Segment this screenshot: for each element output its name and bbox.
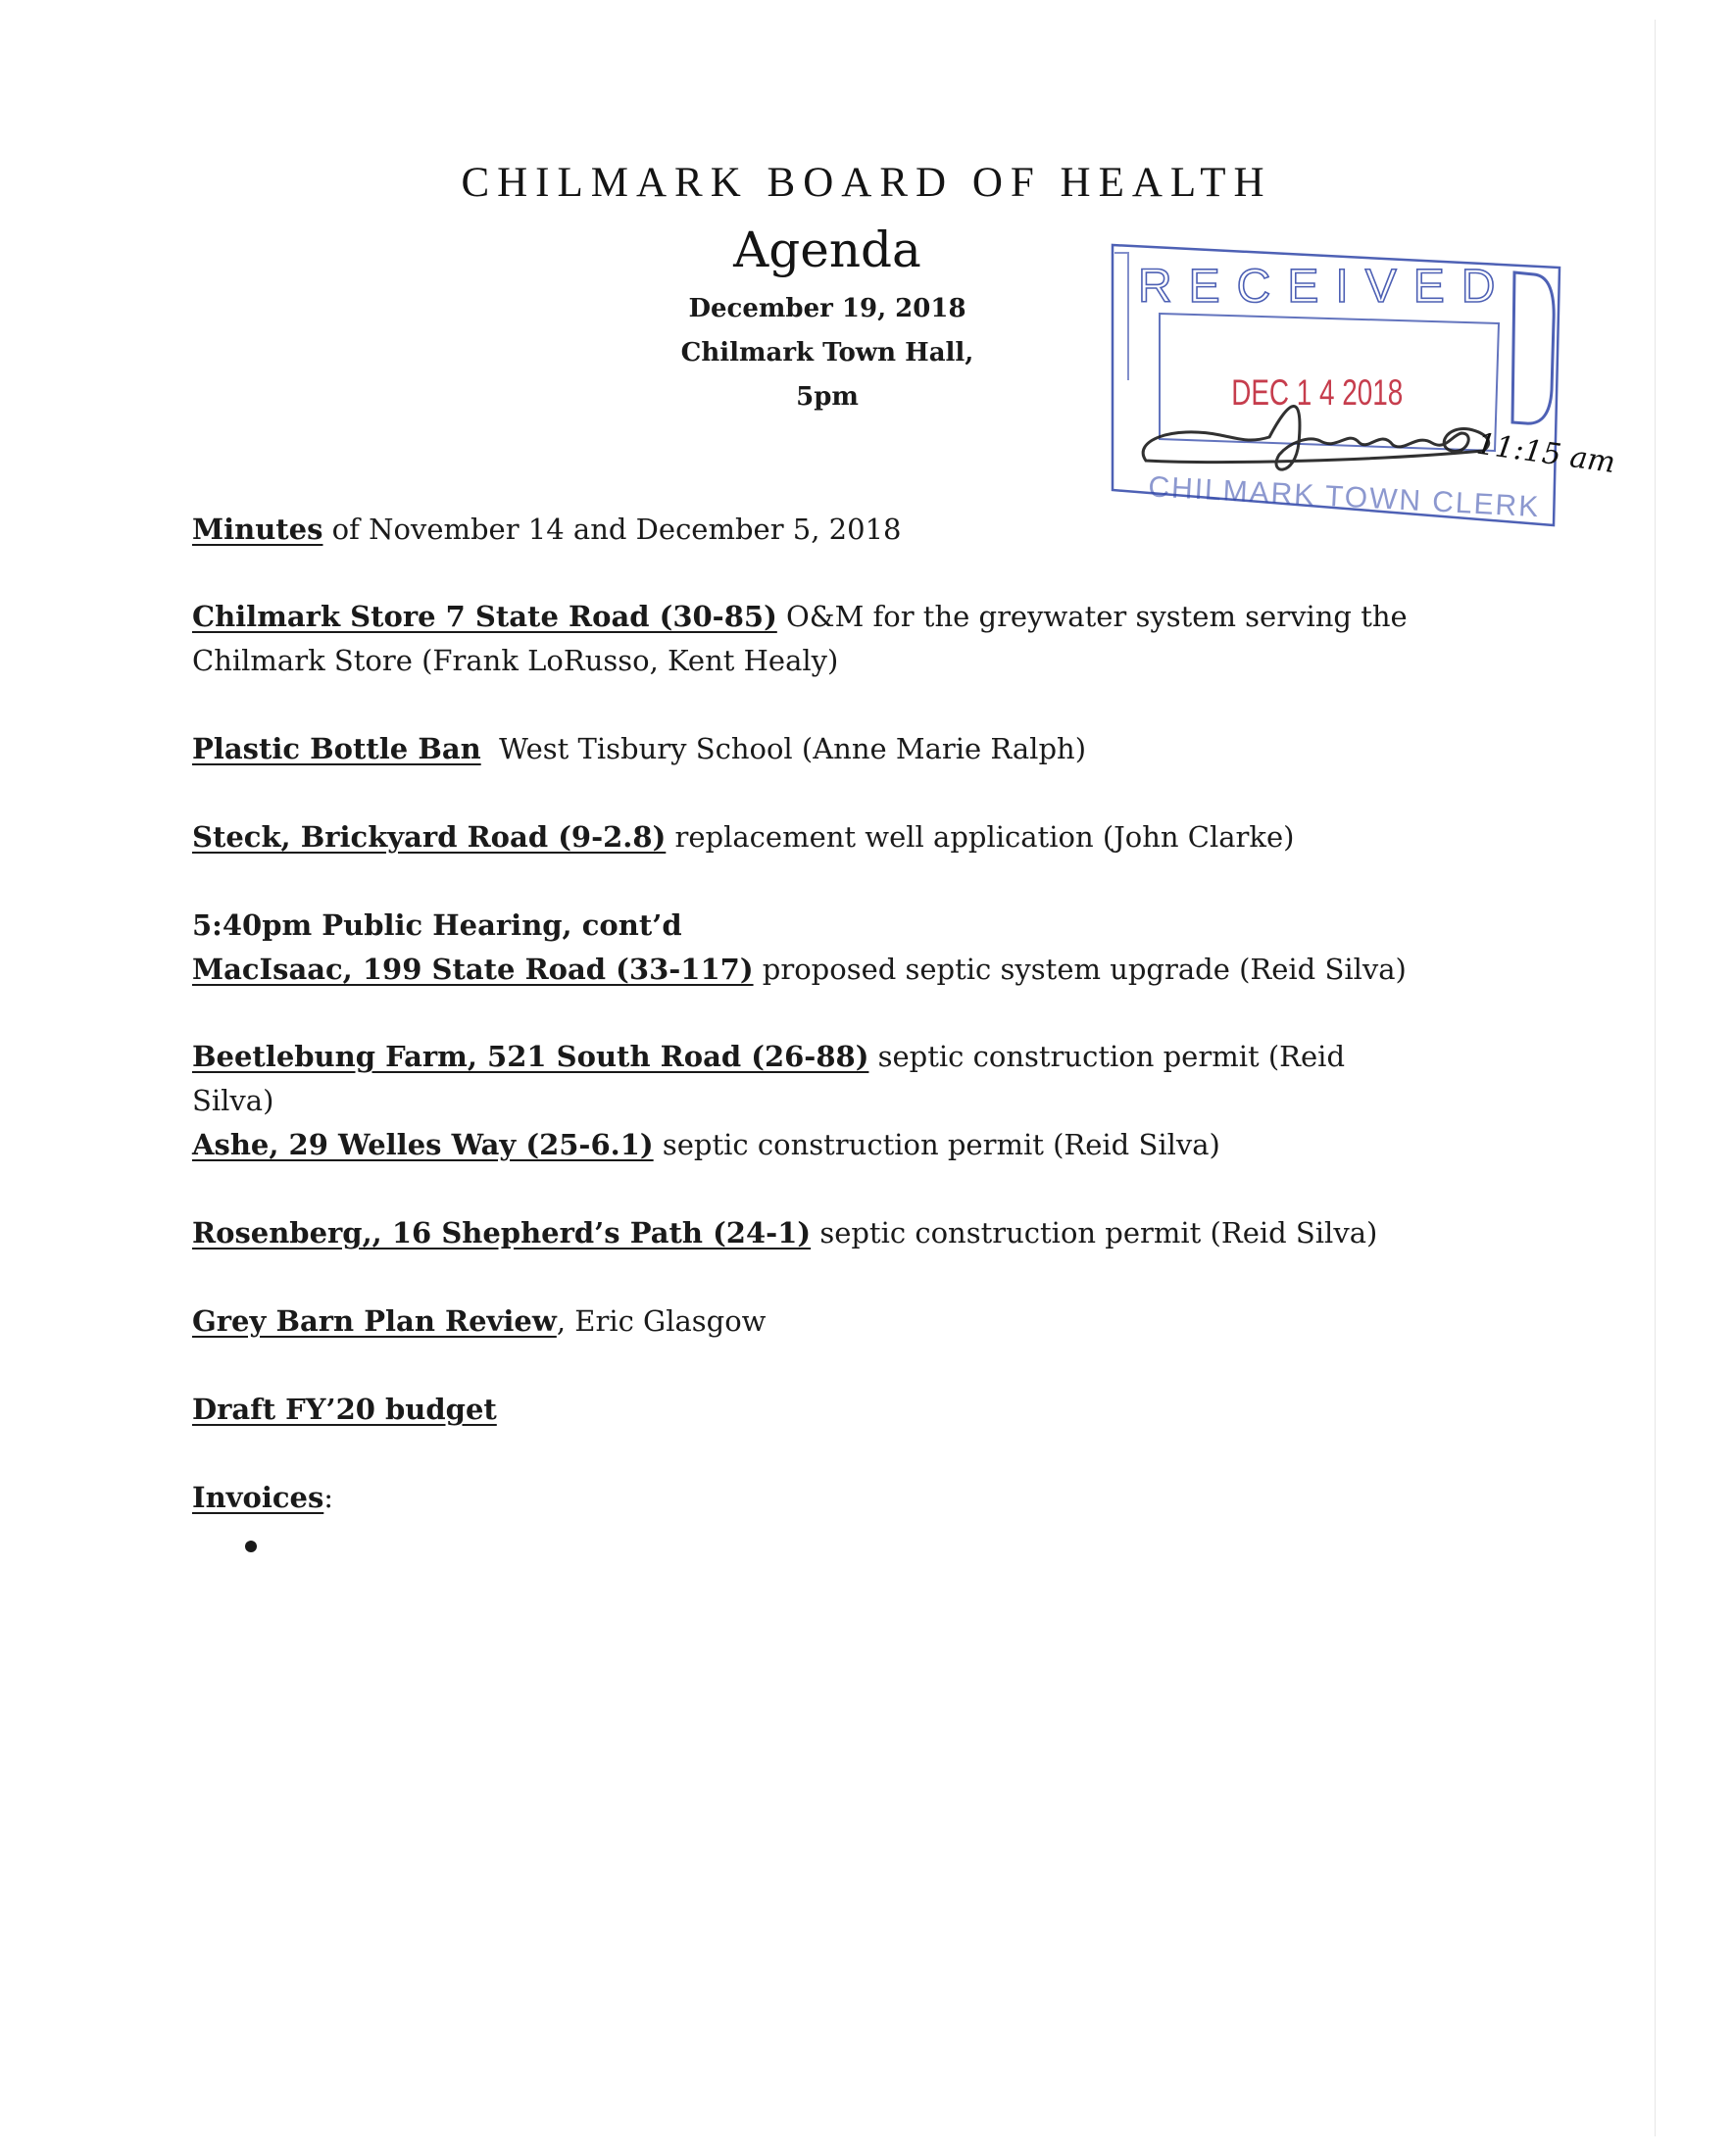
agenda-item-draft-budget <box>192 1388 1417 1432</box>
agenda-item-title: Ashe, 29 Welles Way (25-6.1) <box>192 1128 654 1161</box>
agenda-item-detail: of November 14 and December 5, 2018 <box>322 513 902 546</box>
agenda-item-detail: : <box>323 1481 334 1514</box>
stamp-date-text: DEC 1 4 2018 <box>1231 370 1404 413</box>
agenda-item-steck <box>192 815 1417 859</box>
meeting-time: 5pm <box>796 382 859 412</box>
agenda-item-detail: , Eric Glasgow <box>556 1304 767 1338</box>
agenda-item-detail: septic construction permit (Reid Silva) <box>192 1040 1346 1117</box>
agenda-item-detail: O&M for the greywater system serving the Chilmark Store (Frank LoRusso, Kent Healy) <box>192 600 1408 677</box>
agenda-item-title: Minutes <box>192 513 323 546</box>
agenda-item-public-hearing <box>192 904 1417 992</box>
stamp-received-text: RECEIVED <box>1138 261 1512 313</box>
agenda-item-detail: proposed septic system upgrade (Reid Silva) <box>753 953 1407 986</box>
agenda-item-title: Invoices <box>192 1481 324 1514</box>
invoice-bullet-icon <box>245 1541 257 1552</box>
stamp-office-text: CHILMARK TOWN CLERK <box>1147 470 1542 524</box>
agenda-item-rosenberg <box>192 1211 1417 1255</box>
received-stamp <box>1103 233 1618 527</box>
agenda-item-title: Beetlebung Farm, 521 South Road (26-88) <box>192 1040 869 1073</box>
agenda-item-plastic-bottle-ban <box>192 727 1417 771</box>
agenda-item-chilmark-store <box>192 595 1417 683</box>
agenda-item-title: Plastic Bottle Ban <box>192 732 481 765</box>
agenda-item-detail: replacement well application (John Clarke) <box>666 820 1295 854</box>
agenda-item-grey-barn <box>192 1299 1417 1344</box>
agenda-item-title: MacIsaac, 199 State Road (33-117) <box>192 953 754 986</box>
agenda-item-detail: septic construction permit (Reid Silva) <box>653 1128 1220 1161</box>
agenda-item-title: Chilmark Store 7 State Road (30-85) <box>192 600 777 633</box>
agenda-item-title: Steck, Brickyard Road (9-2.8) <box>192 820 667 854</box>
agenda-item-title: Grey Barn Plan Review <box>192 1304 557 1338</box>
agenda-item-minutes <box>192 508 1417 552</box>
agenda-item-ashe <box>192 1123 1417 1167</box>
scan-edge-line <box>1655 20 1656 2136</box>
agenda-item-title: Rosenberg,, 16 Shepherd’s Path (24-1) <box>192 1216 812 1250</box>
agenda-item-detail: West Tisbury School (Anne Marie Ralph) <box>480 732 1087 765</box>
agenda-item-title: Draft FY’20 budget <box>192 1393 497 1426</box>
public-hearing-heading: 5:40pm Public Hearing, cont’d <box>192 908 682 942</box>
organization-title: CHILMARK BOARD OF HEALTH <box>461 160 1272 206</box>
document-title: Agenda <box>733 221 921 278</box>
handwritten-time: 11:15 am <box>1474 426 1618 481</box>
clerk-signature-icon <box>1143 406 1489 469</box>
meeting-date: December 19, 2018 <box>688 294 966 323</box>
agenda-item-invoices <box>192 1476 1417 1520</box>
agenda-item-beetlebung-farm <box>192 1035 1417 1123</box>
meeting-location: Chilmark Town Hall, <box>680 338 974 368</box>
agenda-item-detail: septic construction permit (Reid Silva) <box>811 1216 1378 1250</box>
